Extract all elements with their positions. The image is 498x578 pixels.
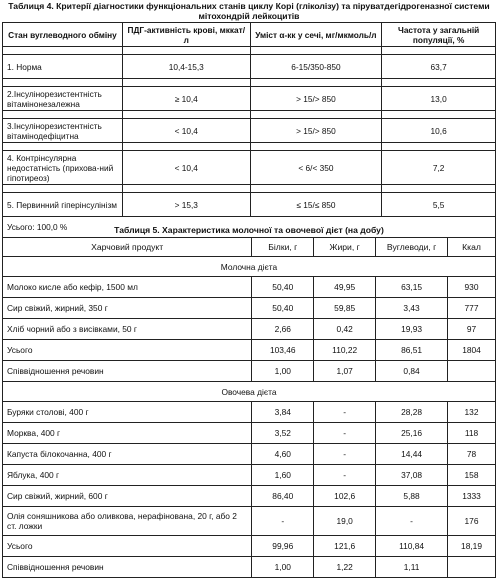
table-cell: 103,46 xyxy=(252,340,314,361)
table-cell: Хліб чорний або з висівками, 50 г xyxy=(3,319,252,340)
table-cell: 25,16 xyxy=(376,423,448,444)
table-cell: 28,28 xyxy=(376,402,448,423)
table-row xyxy=(3,319,496,340)
column-header: Стан вуглеводного обміну xyxy=(3,23,123,47)
spacer-row xyxy=(3,47,496,55)
table-row xyxy=(3,423,496,444)
table-cell: 5. Первинний гіперінсулінізм xyxy=(3,193,123,217)
table5-caption: Таблиця 5. Характеристика молочної та овочевої дієт (на добу) xyxy=(114,225,384,235)
section-title: Овочева дієта xyxy=(3,382,496,402)
table-row xyxy=(3,277,496,298)
table-cell: Співвідношення речовин xyxy=(3,361,252,382)
table-cell: 99,96 xyxy=(252,536,314,557)
table-row xyxy=(3,507,496,536)
table-cell: 1. Норма xyxy=(3,55,123,79)
table-cell: 10,6 xyxy=(382,119,496,143)
table-cell: Буряки столові, 400 г xyxy=(3,402,252,423)
total-cell: Усього: 100,0 % xyxy=(3,217,496,238)
section-title: Молочна дієта xyxy=(3,257,496,277)
table-cell: > 15,3 xyxy=(122,193,250,217)
table-cell: Олія соняшникова або оливкова, нерафінована, 20 г, або 2 ст. ложки xyxy=(3,507,252,536)
table-cell: Яблука, 400 г xyxy=(3,465,252,486)
section-header-row xyxy=(3,382,496,402)
table-cell: 63,15 xyxy=(376,277,448,298)
table-cell: 3,43 xyxy=(376,298,448,319)
table-cell: 3,84 xyxy=(252,402,314,423)
table-cell: 59,85 xyxy=(314,298,376,319)
table-cell: Співвідношення речовин xyxy=(3,557,252,578)
table-cell: 5,88 xyxy=(376,486,448,507)
table-cell: 50,40 xyxy=(252,277,314,298)
table-cell: 132 xyxy=(448,402,496,423)
table-cell: - xyxy=(314,444,376,465)
table-row xyxy=(3,193,496,217)
table-cell: Капуста білокочанна, 400 г xyxy=(3,444,252,465)
table-header-row xyxy=(3,238,496,257)
table-cell: 7,2 xyxy=(382,151,496,185)
table-cell: 86,40 xyxy=(252,486,314,507)
table-cell: - xyxy=(376,507,448,536)
table-cell: 102,6 xyxy=(314,486,376,507)
column-header: Харчовий продукт xyxy=(3,238,252,257)
table-cell: 3,52 xyxy=(252,423,314,444)
table-cell: 2,66 xyxy=(252,319,314,340)
table-cell: 97 xyxy=(448,319,496,340)
table-cell: 1333 xyxy=(448,486,496,507)
table-cell: Молоко кисле або кефір, 1500 мл xyxy=(3,277,252,298)
column-header: Частота у загальній популяції, % xyxy=(382,23,496,47)
table-cell: Сир свіжий, жирний, 350 г xyxy=(3,298,252,319)
table-row xyxy=(3,87,496,111)
table-cell: 0,84 xyxy=(376,361,448,382)
table-cell: 110,22 xyxy=(314,340,376,361)
table-cell: < 10,4 xyxy=(122,119,250,143)
table-cell: 50,40 xyxy=(252,298,314,319)
table-row xyxy=(3,465,496,486)
table-cell: 49,95 xyxy=(314,277,376,298)
table-cell: 1,00 xyxy=(252,361,314,382)
table-cell: 930 xyxy=(448,277,496,298)
table-cell: Сир свіжий, жирний, 600 г xyxy=(3,486,252,507)
milk-diet-rows xyxy=(3,277,496,382)
table-cell: 1804 xyxy=(448,340,496,361)
spacer-row xyxy=(3,185,496,193)
table-cell: > 15/> 850 xyxy=(250,119,382,143)
table-cell: 2.Інсулінорезистентність вітамінонезалежна xyxy=(3,87,123,111)
spacer-row xyxy=(3,143,496,151)
table-row xyxy=(3,298,496,319)
table-cell: 4,60 xyxy=(252,444,314,465)
table-cell: < 10,4 xyxy=(122,151,250,185)
table-row xyxy=(3,340,496,361)
table-cell: 86,51 xyxy=(376,340,448,361)
table-cell: 78 xyxy=(448,444,496,465)
table-cell: 110,84 xyxy=(376,536,448,557)
spacer-row xyxy=(3,79,496,87)
table-cell: - xyxy=(314,402,376,423)
table-cell: 158 xyxy=(448,465,496,486)
column-header: Уміст α-кк у сечі, мг/мкмоль/л xyxy=(250,23,382,47)
table-cell: 176 xyxy=(448,507,496,536)
table-cell: 19,0 xyxy=(314,507,376,536)
table-cell: - xyxy=(314,423,376,444)
table-cell: 1,22 xyxy=(314,557,376,578)
table-cell: 3.Інсулінорезистентність вітамінодефіцитна xyxy=(3,119,123,143)
table-cell: 19,93 xyxy=(376,319,448,340)
table-cell: 13,0 xyxy=(382,87,496,111)
table-cell: > 15/> 850 xyxy=(250,87,382,111)
section-header-row xyxy=(3,257,496,277)
diagnostic-criteria-table xyxy=(2,22,496,238)
column-header: Жири, г xyxy=(314,238,376,257)
column-header: Ккал xyxy=(448,238,496,257)
table-cell: 777 xyxy=(448,298,496,319)
table-row xyxy=(3,361,496,382)
table-cell: - xyxy=(252,507,314,536)
table-row xyxy=(3,536,496,557)
table-cell: 121,6 xyxy=(314,536,376,557)
table-cell: 1,11 xyxy=(376,557,448,578)
table-cell: Морква, 400 г xyxy=(3,423,252,444)
table-cell: 0,42 xyxy=(314,319,376,340)
table-cell: 18,19 xyxy=(448,536,496,557)
table-cell: - xyxy=(314,465,376,486)
column-header: Вуглеводи, г xyxy=(376,238,448,257)
table-cell: Усього xyxy=(3,536,252,557)
column-header: ПДГ-активність крові, мккат/л xyxy=(122,23,250,47)
vegetable-diet-rows xyxy=(3,402,496,578)
table-cell: 14,44 xyxy=(376,444,448,465)
table-row xyxy=(3,402,496,423)
table-header-row xyxy=(3,23,496,47)
table-cell: ≥ 10,4 xyxy=(122,87,250,111)
table-row xyxy=(3,444,496,465)
table-cell: ≤ 15/≤ 850 xyxy=(250,193,382,217)
table-cell: 5,5 xyxy=(382,193,496,217)
spacer-row xyxy=(3,111,496,119)
table4-caption: Таблиця 4. Критерії діагностики функціональних станів циклу Корі (гліколізу) та піруватдегідрогеназної системи мітохондрій лейкоцитів xyxy=(8,1,490,21)
table-cell: 1,60 xyxy=(252,465,314,486)
table-row xyxy=(3,151,496,185)
table-cell: 6-15/350-850 xyxy=(250,55,382,79)
table-row xyxy=(3,486,496,507)
table-cell: Усього xyxy=(3,340,252,361)
table-cell: 37,08 xyxy=(376,465,448,486)
table-cell: 10,4-15,3 xyxy=(122,55,250,79)
table-cell xyxy=(448,557,496,578)
table-cell: 118 xyxy=(448,423,496,444)
table-row xyxy=(3,119,496,143)
table-cell: 1,07 xyxy=(314,361,376,382)
table-cell: 4. Контрінсулярна недостатність (прихова-ний гіпотиреоз) xyxy=(3,151,123,185)
table-cell: < 6/< 350 xyxy=(250,151,382,185)
table-row xyxy=(3,557,496,578)
diet-characteristics-table xyxy=(2,237,496,578)
column-header: Білки, г xyxy=(252,238,314,257)
table-cell: 63,7 xyxy=(382,55,496,79)
table-cell xyxy=(448,361,496,382)
table-cell: 1,00 xyxy=(252,557,314,578)
table-row xyxy=(3,55,496,79)
